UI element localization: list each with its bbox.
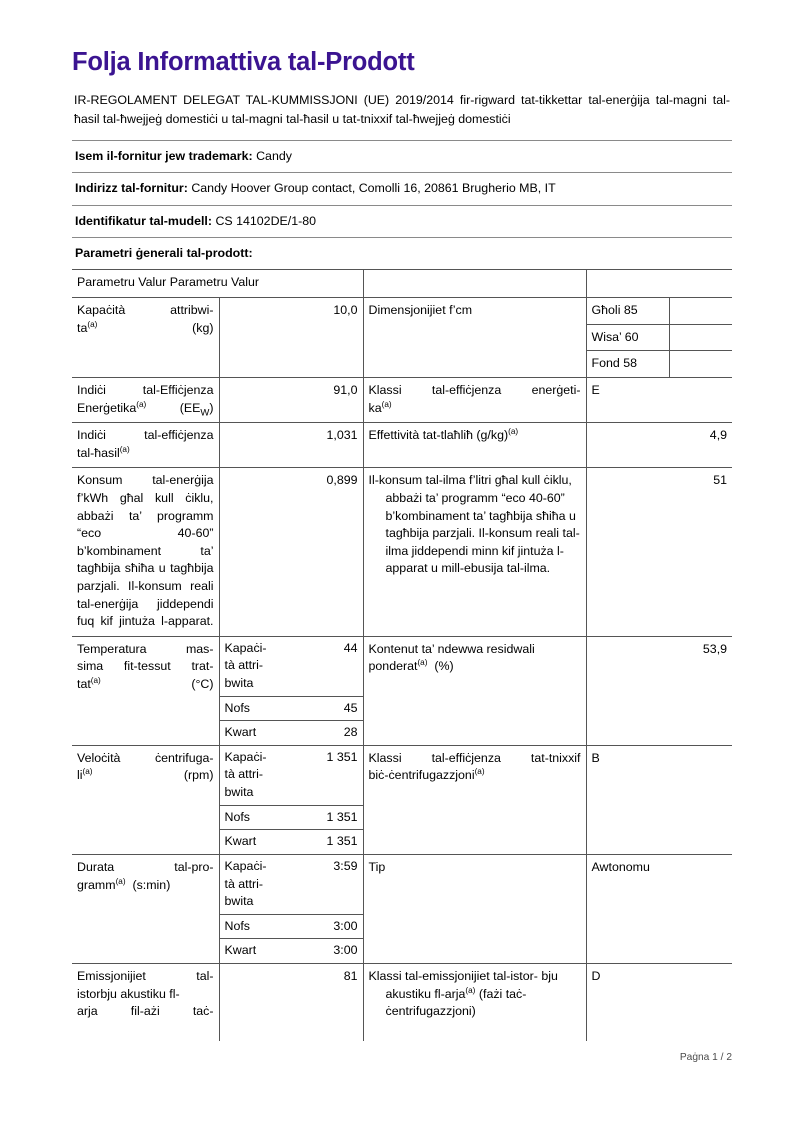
temperature-load-table xyxy=(220,637,363,745)
energy-consumption-label: Konsum tal-enerġija f’kWh għal kull ċiklu, abbażi ta’ programm “eco 40-60” b’kombinament ta’ tagħbija sħiħa u tagħbija parzjali. Il-konsum reali tal-enerġija jiddependi fuq kif jintuża l-apparat. xyxy=(72,468,219,636)
spin-class-line1: Klassi tal-effiċjenza tat-tnixxif xyxy=(368,750,581,765)
capacity-value: 10,0 xyxy=(219,298,363,378)
spin-speed-label xyxy=(72,745,219,854)
footnote-marker: (a) xyxy=(82,767,93,777)
noise-label-line2: istorbju akustiku fl- xyxy=(77,986,180,1001)
noise-label-word1: Emissjonijiet xyxy=(77,968,146,983)
page-title: Folja Informattiva tal-Prodott xyxy=(72,48,415,76)
info-row-general-parameters xyxy=(72,237,732,269)
capacity-label-line1: Kapaċità attribwi- xyxy=(77,303,214,318)
load-row-rated xyxy=(220,637,363,696)
table-header-band xyxy=(72,270,732,298)
load-row-half xyxy=(220,914,363,939)
load-label-rated: Kapaċi- tà attri- bwita xyxy=(224,858,267,909)
table-row-capacity xyxy=(72,298,732,378)
washing-index-label-line1: Indiċi tal-effiċjenza xyxy=(77,428,214,443)
water-consumption-label: Il-konsum tal-ilma f’litri għal kull ċiklu, abbażi ta’ programm “eco 40-60” b’kombinament ta’ tagħbija sħiħa u tagħbija parzjali. Il-konsum reali tal-ilma jiddependi minn kif jintuża l-apparat u mill-ebusija tal-ilma. xyxy=(363,468,586,636)
load-row-quarter xyxy=(220,830,363,854)
spin-label-line1: Veloċità ċentrifuga- xyxy=(77,750,214,765)
eei-unit-close: ) xyxy=(209,400,214,415)
info-row-model-identifier xyxy=(72,205,732,237)
temp-unit: (°C) xyxy=(191,677,214,692)
washing-index-value: 1,031 xyxy=(219,423,363,468)
noise-label-word3: arja xyxy=(77,1004,98,1019)
intro-paragraph: IR-REGOLAMENT DELEGAT TAL-KUMMISSJONI (UE) 2019/2014 fir-rigward tat-tikkettar tal-enerġija tal-magni tal-ħasil tal-ħwejjeġ domestiċi u tal-magni tal-ħasil u tat-tnixxif tal-ħwejjeġ domestiċi xyxy=(74,93,730,126)
eei-label-line1: Indiċi tal-Effiċjenza xyxy=(77,382,214,397)
capacity-label-line2: ta xyxy=(77,320,88,335)
info-value: Candy xyxy=(256,149,292,164)
dimension-row-width xyxy=(587,324,733,351)
moisture-label-line2: ponderat xyxy=(368,659,418,674)
noise-class-line3: (fażi taċ- xyxy=(478,986,527,1001)
dimension-value-depth xyxy=(669,351,732,377)
spin-subtable-cell xyxy=(219,745,363,854)
spin-class-value: B xyxy=(586,745,732,854)
noise-class-value: D xyxy=(586,963,732,1041)
footnote-marker: (a) xyxy=(115,876,126,886)
load-label-quarter: Kwart xyxy=(220,830,302,854)
footnote-marker: (a) xyxy=(136,399,147,409)
energy-class-value: E xyxy=(586,377,732,422)
duration-label xyxy=(72,854,219,963)
moisture-unit: (%) xyxy=(434,659,454,674)
residual-moisture-label xyxy=(363,636,586,745)
footnote-marker: (a) xyxy=(417,658,428,668)
spin-class-line2: biċ-ċentrifugazzjoni xyxy=(368,768,475,783)
energy-consumption-value: 0,899 xyxy=(219,468,363,636)
table-row-airborne-noise xyxy=(72,963,732,1041)
duration-unit: (s:min) xyxy=(132,877,171,892)
load-label-rated: Kapaċi- tà attri- bwita xyxy=(224,749,267,800)
type-value: Awtonomu xyxy=(586,854,732,963)
eei-subscript: W xyxy=(200,406,210,418)
footnote-marker: (a) xyxy=(474,767,485,777)
info-label: Identifikatur tal-mudell: xyxy=(75,213,212,228)
dimension-row-height xyxy=(587,298,733,324)
product-parameters-table xyxy=(72,269,732,1041)
energy-class-label-line2: ka xyxy=(368,400,382,415)
load-value-half: 1 351 xyxy=(302,805,363,830)
temperature-subtable-cell xyxy=(219,636,363,745)
table-row-energy-efficiency-index xyxy=(72,377,732,422)
duration-label-line2: gramm xyxy=(77,877,116,892)
footnote-marker: (a) xyxy=(87,319,98,329)
info-row-supplier-address xyxy=(72,172,732,204)
duration-load-table xyxy=(220,855,363,963)
rinsing-effectiveness-value: 4,9 xyxy=(586,423,732,468)
dimension-value-width xyxy=(669,324,732,351)
load-value-quarter: 1 351 xyxy=(302,830,363,854)
washing-index-label xyxy=(72,423,219,468)
footnote-marker: (a) xyxy=(90,675,101,685)
duration-label-word2: tal-pro- xyxy=(174,859,214,874)
load-label-half: Nofs xyxy=(220,696,302,721)
spin-label-line2: li xyxy=(77,768,83,783)
page-footer: Paġna 1 / 2 xyxy=(679,1052,732,1063)
noise-label-word4: fil-ażi xyxy=(130,1004,160,1019)
noise-class-line1: Klassi tal-emissjonijiet tal-istor- xyxy=(368,968,538,983)
rinsing-effectiveness-text: Effettività tat-tlaħliħ (g/kg) xyxy=(368,428,509,443)
spin-load-table xyxy=(220,746,363,854)
load-label-half: Nofs xyxy=(220,914,302,939)
load-label-quarter: Kwart xyxy=(220,721,302,745)
footnote-marker: (a) xyxy=(508,427,519,436)
eei-value: 91,0 xyxy=(219,377,363,422)
moisture-label-line1: Kontenut ta’ ndewwa residwali xyxy=(368,641,535,656)
spin-class-label xyxy=(363,745,586,854)
table-row-spin-speed xyxy=(72,745,732,854)
table-row-washing-efficiency-index xyxy=(72,423,732,468)
load-value-rated: 44 xyxy=(343,640,358,655)
temp-label-line3: tat xyxy=(77,677,91,692)
dimension-row-depth xyxy=(587,351,733,377)
noise-label-word2: tal- xyxy=(196,968,214,983)
footnote-marker: (a) xyxy=(119,444,130,454)
info-label: Isem il-fornitur jew trademark: xyxy=(75,149,253,164)
noise-class-label xyxy=(363,963,586,1041)
load-row-rated xyxy=(220,855,363,914)
water-consumption-value: 51 xyxy=(586,468,732,636)
footnote-marker: (a) xyxy=(381,399,392,409)
load-label-rated: Kapaċi- tà attri- bwita xyxy=(224,640,267,691)
load-value-rated: 1 351 xyxy=(326,749,358,764)
temp-label-line2: sima fit-tessut trat- xyxy=(77,659,214,674)
info-label: Parametri ġenerali tal-prodott: xyxy=(75,246,253,261)
load-label-half: Nofs xyxy=(220,805,302,830)
washing-index-label-line2: tal-ħasil xyxy=(77,445,120,460)
load-value-half: 45 xyxy=(302,696,363,721)
noise-label xyxy=(72,963,219,1041)
noise-value: 81 xyxy=(219,963,363,1041)
noise-class-line4: ċentrifugazzjoni) xyxy=(385,1004,476,1019)
load-row-half xyxy=(220,696,363,721)
footnote-marker: (a) xyxy=(465,985,476,995)
eei-label-line2: Enerġetika xyxy=(77,400,137,415)
table-row-energy-consumption xyxy=(72,468,732,636)
dimension-label-width: Wisa’ 60 xyxy=(587,324,670,351)
energy-class-label xyxy=(363,377,586,422)
capacity-unit: (kg) xyxy=(192,320,214,335)
load-value-quarter: 28 xyxy=(302,721,363,745)
load-label-quarter: Kwart xyxy=(220,939,302,963)
page-content xyxy=(72,44,732,1041)
noise-label-word5: taċ- xyxy=(192,1004,214,1019)
info-label: Indirizz tal-fornitur: xyxy=(75,181,188,196)
dimension-value-height xyxy=(669,298,732,324)
eei-label xyxy=(72,377,219,422)
load-value-rated: 3:59 xyxy=(333,858,358,873)
noise-class-line2: bju akustiku fl-arja xyxy=(385,968,558,1001)
load-row-rated xyxy=(220,746,363,805)
load-value-half: 3:00 xyxy=(302,914,363,939)
dimensions-label: Dimensjonijiet f’cm xyxy=(363,298,586,378)
type-label: Tip xyxy=(363,854,586,963)
duration-subtable-cell xyxy=(219,854,363,963)
load-value-quarter: 3:00 xyxy=(302,939,363,963)
info-row-supplier-name xyxy=(72,140,732,172)
load-row-quarter xyxy=(220,939,363,963)
load-row-half xyxy=(220,805,363,830)
max-temperature-label xyxy=(72,636,219,745)
info-value: Candy Hoover Group contact, Comolli 16, 20861 Brugherio MB, IT xyxy=(191,181,556,196)
dimensions-subtable-cell xyxy=(586,298,732,378)
load-row-quarter xyxy=(220,721,363,745)
dimension-label-depth: Fond 58 xyxy=(587,351,670,377)
energy-class-label-line1: Klassi tal-effiċjenza enerġeti- xyxy=(368,382,581,397)
residual-moisture-value: 53,9 xyxy=(586,636,732,745)
spin-unit: (rpm) xyxy=(183,768,214,783)
band-cell-mid xyxy=(363,270,586,298)
duration-label-word1: Durata xyxy=(77,859,115,874)
capacity-label xyxy=(72,298,219,378)
band-label-left: Parametru Valur Parametru Valur xyxy=(72,270,363,298)
info-value: CS 14102DE/1-80 xyxy=(215,213,317,228)
dimensions-table xyxy=(587,298,733,377)
eei-unit-open: (EE xyxy=(179,400,201,415)
band-cell-right xyxy=(586,270,732,298)
table-row-max-temperature xyxy=(72,636,732,745)
temp-label-line1: Temperatura mas- xyxy=(77,641,214,656)
table-row-programme-duration xyxy=(72,854,732,963)
rinsing-effectiveness-label xyxy=(363,423,586,468)
dimension-label-height: Għoli 85 xyxy=(587,298,670,324)
